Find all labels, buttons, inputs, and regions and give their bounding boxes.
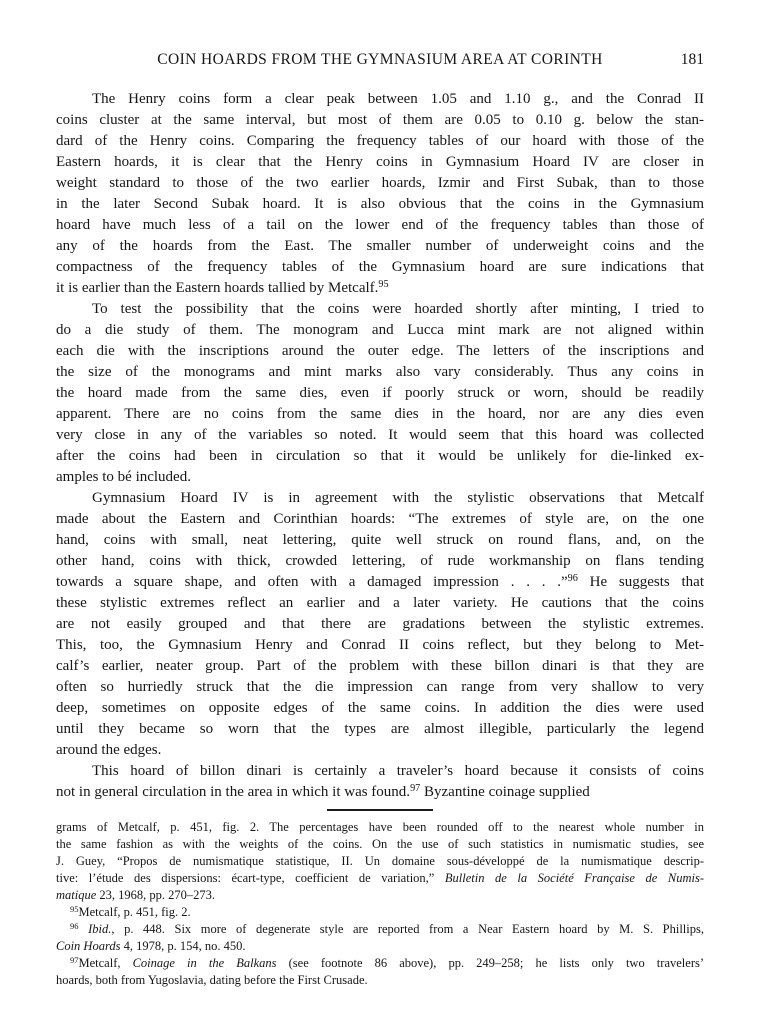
paragraph [56, 761, 704, 803]
text-line: hoards, both from Yugoslavia, dating before the First Crusade. [56, 973, 368, 987]
text-line: hoard have much less of a tail on the lower end of the frequency tables than those of [56, 217, 704, 233]
text-line: The Henry coins form a clear peak between 1.05 and 1.10 g., and the Conrad II [92, 91, 704, 107]
text-line: J. Guey, “Propos de numismatique statistique, II. Un domaine sous-développé de la numismatique descrip- [56, 854, 704, 868]
text-line: $^{97}$Metcalf, Coinage in the Balkans (see footnote 86 above), pp. 249–258; he lists only two travelers’ [70, 955, 705, 970]
text-line: the same fashion as with the weights of the coins. On the use of such statistics in numismatic studies, see [56, 837, 704, 851]
text-block [56, 50, 704, 989]
text-line: very close in any of the variables so noted. It would seem that this hoard was collected [56, 427, 704, 443]
text-line: the size of the monograms and mint marks also vary considerably. Thus any coins in [56, 364, 704, 380]
running-head [56, 50, 704, 69]
text-line: are not easily grouped and that there are gradations between the stylistic extremes. [56, 616, 704, 632]
text-line: To test the possibility that the coins were hoarded shortly after minting, I tried to [92, 301, 704, 317]
paragraph [56, 299, 704, 488]
text-line: after the coins had been in circulation so that it would be unlikely for die-linked ex- [56, 448, 704, 464]
text-line: these stylistic extremes reflect an earlier and a later variety. He cautions that the coins [56, 595, 704, 611]
text-line: each die with the inscriptions around the outer edge. The letters of the inscriptions and [56, 343, 704, 359]
text-line: $^{96}$ Ibid., p. 448. Six more of degenerate style are reported from a Near Eastern hoard by M. S. Phillips, [70, 921, 704, 936]
text-line: Eastern hoards, it is clear that the Henry coins in Gymnasium Hoard IV are closer in [56, 154, 704, 170]
body-text [56, 89, 704, 803]
text-line: towards a square shape, and often with a damaged impression . . . .”$^{96}$ He suggests that [56, 573, 704, 590]
text-line: matique 23, 1968, pp. 270–273. [56, 888, 216, 902]
text-line: often so hurriedly struck that the die impression can range from very shallow to very [56, 679, 704, 695]
text-line: grams of Metcalf, p. 451, fig. 2. The percentages have been rounded off to the nearest whole number in [56, 820, 704, 834]
text-line: Gymnasium Hoard IV is in agreement with the stylistic observations that Metcalf [92, 490, 704, 506]
running-head-title: COIN HOARDS FROM THE GYMNASIUM AREA AT CORINTH [157, 51, 603, 68]
text-line: compactness of the frequency tables of the Gymnasium hoard are sure indications that [56, 259, 704, 275]
text-line: calf’s earlier, neater group. Part of the problem with these billon dinari is that they are [56, 658, 704, 674]
footnotes [56, 819, 704, 989]
text-line: deep, sometimes on opposite edges of the same coins. In addition the dies were used [56, 700, 704, 716]
text-line: amples to bé included. [56, 469, 191, 485]
footnote [56, 921, 704, 955]
text-line: This hoard of billon dinari is certainly a traveler’s hoard because it consists of coins [92, 763, 704, 779]
text-line: around the edges. [56, 742, 162, 758]
text-line: apparent. There are no coins from the same dies in the hoard, nor are any dies even [56, 406, 704, 422]
page-number: 181 [680, 51, 704, 68]
footnote [56, 819, 704, 904]
text-line: the hoard made from the same dies, even if poorly struck or worn, should be readily [56, 385, 704, 401]
text-line: weight standard to those of the two earlier hoards, Izmir and First Subak, than to those [56, 175, 704, 191]
paragraph [56, 488, 704, 761]
text-line: do a die study of them. The monogram and Lucca mint mark are not aligned within [56, 322, 704, 338]
text-line: tive: l’étude des dispersions: écart-type, coefficient de variation,” Bulletin de la Société Française de Numis- [56, 871, 704, 885]
text-line: dard of the Henry coins. Comparing the frequency tables of our hoard with those of the [56, 133, 704, 149]
text-line: Coin Hoards 4, 1978, p. 154, no. 450. [56, 939, 246, 953]
text-line: not in general circulation in the area in which it was found.$^{97}$ Byzantine coinage supplied [56, 783, 590, 800]
text-line: $^{95}$Metcalf, p. 451, fig. 2. [70, 904, 191, 919]
text-line: in the later Second Subak hoard. It is also obvious that the coins in the Gymnasium [56, 196, 704, 212]
text-line: any of the hoards from the East. The smaller number of underweight coins and the [56, 238, 704, 254]
text-line: This, too, the Gymnasium Henry and Conrad II coins reflect, but they belong to Met- [56, 637, 704, 653]
text-line: made about the Eastern and Corinthian hoards: “The extremes of style are, on the one [56, 511, 704, 527]
text-line: until they became so worn that the types are almost illegible, particularly the legend [56, 721, 704, 737]
footnote-separator [327, 809, 433, 811]
paragraph [56, 89, 704, 299]
footnote [56, 904, 704, 921]
text-line: other hand, coins with thick, crowded lettering, of rude workmanship on flans tending [56, 553, 704, 569]
text-line: hand, coins with small, neat lettering, quite well struck on round flans, and, on the [56, 532, 704, 548]
footnote [56, 955, 704, 989]
text-line: coins cluster at the same interval, but most of them are 0.05 to 0.10 g. below the stan- [56, 112, 704, 128]
text-line: it is earlier than the Eastern hoards tallied by Metcalf.$^{95}$ [56, 279, 389, 296]
